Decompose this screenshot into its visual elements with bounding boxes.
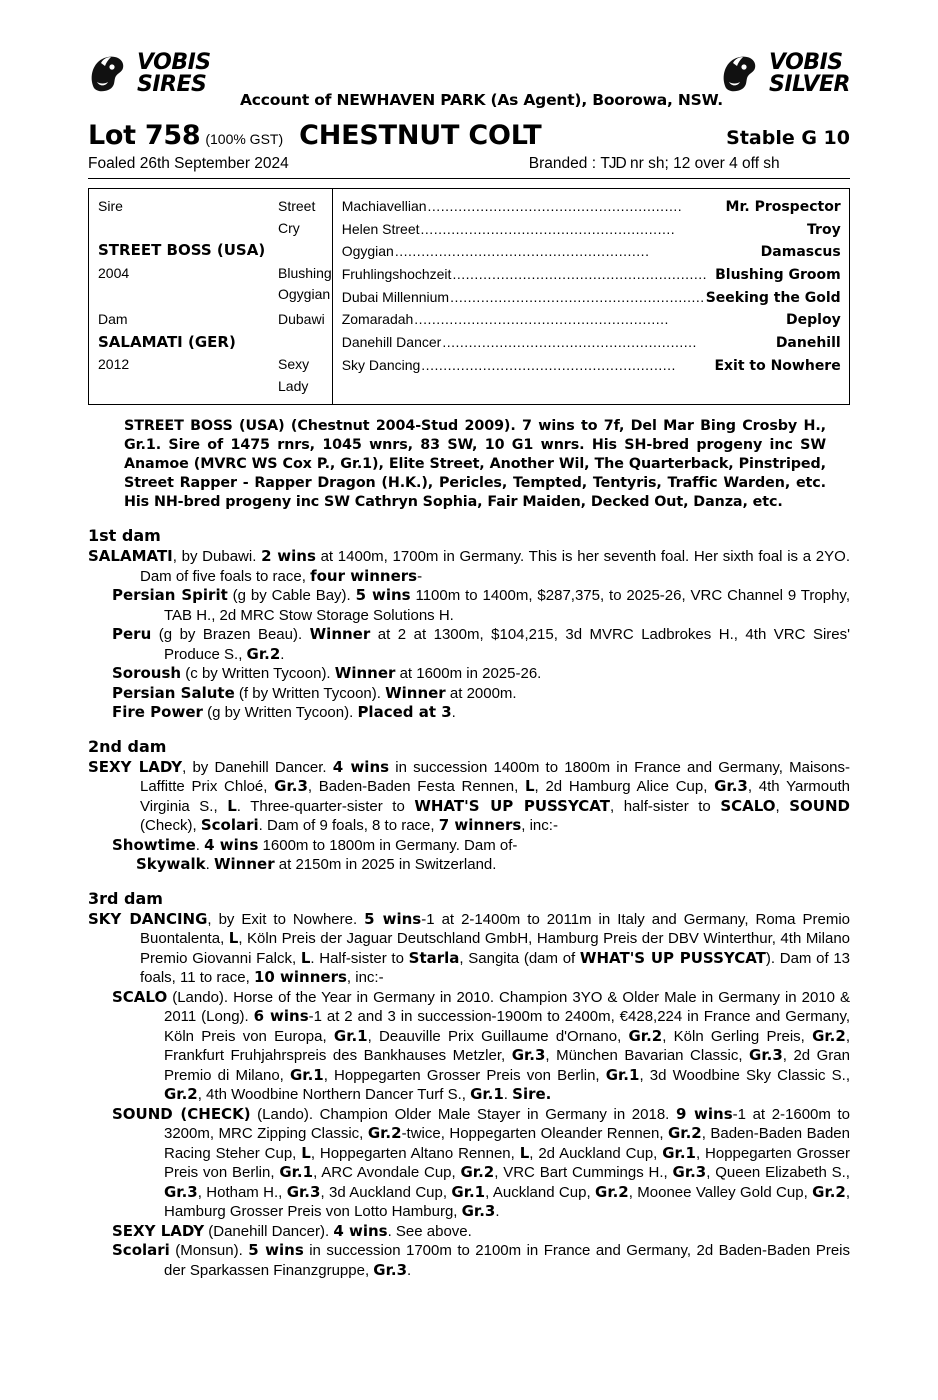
first-dam-section <box>88 526 850 723</box>
dam-year: 2012 <box>98 355 130 372</box>
list-item: Soroush (c by Written Tycoon). Winner at 1600m in 2025-26. <box>112 664 542 683</box>
account-line: Account of NEWHAVEN PARK (As Agent), Boorowa, NSW. <box>240 91 723 109</box>
list-item: Peru (g by Brazen Beau). Winner at 2 at 1300m, $104,215, 3d MVRC Ladbrokes H., 4th VRC Sires' Produce S., Gr.2. <box>112 625 850 663</box>
dot-leader: .......................................................... <box>394 243 650 260</box>
pedigree-ancestor-row <box>342 355 841 378</box>
dot-leader: .......................................................... <box>452 266 708 283</box>
ancestor-right: Deploy <box>786 312 841 329</box>
first-dam-heading: 1st dam <box>88 526 161 546</box>
ancestor-left: Zomaradah <box>341 311 414 328</box>
sire-name: STREET BOSS (USA) <box>98 241 266 260</box>
dot-leader: .......................................................... <box>450 288 705 305</box>
third-dam-heading: 3rd dam <box>88 888 163 908</box>
pedigree-ancestor-row <box>342 332 841 355</box>
pedigree-right-column <box>333 189 850 404</box>
second-dam-lead: SEXY LADY, by Danehill Dancer. 4 wins in succession 1400m to 1800m in France and Germany, Maisons-Laffitte Prix Chloé, Gr.3, Baden-Baden Festa Rennen, L, 2d Hamburg Alice Cup, Gr.3, 4th Yarmouth Virginia S., L. Three-quarter-sister to WHAT'S UP PUSSYCAT, half-sister to SCALO, SOUND (Check), Scolari. Dam of 9 foals, 8 to race, 7 winners, inc:- <box>88 757 851 835</box>
stable-number: Stable G 10 <box>726 127 850 149</box>
ancestor-right: Seeking the Gold <box>705 289 841 306</box>
page-header <box>88 42 850 118</box>
dam-label: Dam <box>98 311 128 327</box>
gst-note: (100% GST) <box>205 131 284 147</box>
dot-leader: .......................................................... <box>421 356 676 373</box>
second-dam-section <box>88 737 850 875</box>
ancestor-right: Danehill <box>775 335 841 352</box>
ancestor-left: Dubai Millennium <box>341 288 450 305</box>
vobis-sires-wordmark: VOBIS SIRES <box>137 50 211 97</box>
pedigree-ancestor-row <box>342 241 841 264</box>
list-item: SEXY LADY (Danehill Dancer). 4 wins. See above. <box>112 1221 472 1240</box>
third-dam-section <box>88 889 850 1281</box>
list-item: SOUND (CHECK) (Lando). Champion Older Male Stayer in Germany in 2018. 9 wins-1 at 2-1600m to 3200m, MRC Zipping Classic, Gr.2-twice, Hoppegarten Oleander Rennen, Gr.2, Baden-Baden Baden Racing Steher Cup, L, Hoppegarten Altano Rennen, L, 2d Auckland Cup, Gr.1, Hoppegarten Grosser Preis von Berlin, Gr.1, ARC Avondale Cup, Gr.2, VRC Bart Cummings H., Gr.3, Queen Elizabeth S., Gr.3, Hotham H., Gr.3, 3d Auckland Cup, Gr.1, Auckland Cup, Gr.2, Moonee Valley Gold Cup, Gr.2, Hamburg Grosser Preis von Lotto Hamburg, Gr.3. <box>112 1104 851 1221</box>
foaled-branded-row <box>88 155 850 179</box>
foaled-date: Foaled 26th September 2024 <box>88 155 289 172</box>
branded-info <box>529 155 780 173</box>
ancestor-left: Fruhlingshochzeit <box>341 266 452 283</box>
dam-name: SALAMATI (GER) <box>98 332 236 351</box>
ancestor-left: Sky Dancing <box>341 356 421 373</box>
ancestor-right: Blushing Groom <box>715 267 841 284</box>
ancestor-right: Exit to Nowhere <box>714 357 841 374</box>
colour-sex: CHESTNUT COLT <box>299 120 542 151</box>
dam-dam: Sexy Lady <box>278 355 310 394</box>
dam-name-row <box>98 331 332 354</box>
pedigree-table <box>88 188 850 405</box>
sire-name-row <box>98 239 332 262</box>
third-dam-lead: SKY DANCING, by Exit to Nowhere. 5 wins-1 at 2-1400m to 2011m in Italy and Germany, Roma Premio Buontalenta, L, Köln Preis der Jaguar Deutschland GmbH, Hamburg Preis der DBV Winterthur, 4th Milano Premio Giovanni Falck, L. Half-sister to Starla, Sangita (dam of WHAT'S UP PUSSYCAT). Dam of 13 foals, 11 to race, 10 winners, inc:- <box>88 909 851 987</box>
list-item: Persian Spirit (g by Cable Bay). 5 wins 1100m to 1400m, $287,375, to 2025-26, VRC Channel 9 Trophy, TAB H., 2d MRC Stow Storage Solutions H. <box>112 586 850 624</box>
sire-year-row <box>98 263 332 306</box>
sire-dam: Blushing Ogygian <box>278 264 332 303</box>
pedigree-ancestor-row <box>342 219 841 242</box>
horse-head-icon <box>720 54 762 94</box>
first-dam-lead: SALAMATI, by Dubawi. 2 wins at 1400m, 1700m in Germany. This is her seventh foal. Her sixth foal is a 2YO. Dam of five foals to race, four winners- <box>88 547 850 585</box>
dam-label-row <box>98 309 332 331</box>
pedigree-ancestor-row <box>342 309 841 332</box>
ancestor-left: Machiavellian <box>341 198 427 214</box>
list-item: Skywalk. Winner at 2150m in 2025 in Switzerland. <box>136 855 497 874</box>
list-item: Scolari (Monsun). 5 wins in succession 1700m to 2100m in France and Germany, 2d Baden-Baden Preis der Sparkassen Finanzgruppe, Gr.3. <box>112 1241 850 1279</box>
list-item: SCALO (Lando). Horse of the Year in Germany in 2010. Champion 3YO & Older Male in Germany in 2010 & 2011 (Long). 6 wins-1 at 2 and 3 in succession-1900m to 2400m, €428,224 in France and Germany, Köln Preis von Europa, Gr.1, Deauville Prix Guillaume d'Ornano, Gr.2, Köln Gerling Preis, Gr.2, Frankfurt Fruhjahrspreis des Bankhauses Metzler, Gr.3, München Bavarian Classic, Gr.3, 2d Gran Premio di Milano, Gr.1, Hoppegarten Grosser Preis von Berlin, Gr.1, 3d Woodbine Sky Classic S., Gr.2, 4th Woodbine Northern Dancer Turf S., Gr.1. Sire. <box>112 987 851 1104</box>
vobis-sires-logo <box>88 52 211 95</box>
dot-leader: .......................................................... <box>427 198 683 214</box>
dot-leader: .......................................................... <box>414 311 669 328</box>
ancestor-right: Damascus <box>760 244 841 261</box>
branded-label: Branded : <box>528 155 596 172</box>
dot-leader: .......................................................... <box>442 334 697 351</box>
brand-glyph: TJD <box>600 155 626 172</box>
pedigree-ancestor-row <box>342 196 841 219</box>
sire-label-row <box>98 196 332 239</box>
ancestor-left: Ogygian <box>341 243 394 260</box>
pedigree-ancestor-row <box>342 264 841 287</box>
list-item: Fire Power (g by Written Tycoon). Placed at 3. <box>112 703 456 722</box>
list-item: Persian Salute (f by Written Tycoon). Winner at 2000m. <box>112 683 517 702</box>
list-item: Showtime. 4 wins 1600m to 1800m in Germany. Dam of- <box>112 835 518 854</box>
pedigree-left-column <box>89 189 333 404</box>
dam-sire: Dubawi <box>278 311 325 327</box>
sire-sire: Street Cry <box>278 198 316 236</box>
dot-leader: .......................................................... <box>420 220 676 237</box>
pedigree-ancestor-row <box>342 287 841 310</box>
branded-rest: nr sh; 12 over 4 off sh <box>630 155 780 172</box>
ancestor-right: Troy <box>807 221 841 238</box>
ancestor-right: Mr. Prospector <box>725 199 841 215</box>
vobis-silver-logo <box>720 52 850 95</box>
second-dam-heading: 2nd dam <box>88 736 167 756</box>
lot-title-row <box>88 120 850 151</box>
horse-head-icon <box>88 54 130 94</box>
sire-label: Sire <box>98 198 123 214</box>
lot-number: Lot 758 <box>88 120 201 151</box>
dam-year-row <box>98 354 332 397</box>
vobis-silver-wordmark: VOBIS SILVER <box>768 50 850 97</box>
sire-summary-paragraph: STREET BOSS (USA) (Chestnut 2004-Stud 2009). 7 wins to 7f, Del Mar Bing Crosby H., Gr.1. Sire of 1475 rnrs, 1045 wnrs, 83 SW, 10 G1 wnrs. His SH-bred progeny inc SW Anamoe (MVRC WS Cox P., Gr.1), Elite Street, Another Wil, The Quarterback, Pinstriped, Street Rapper - Rapper Dragon (H.K.), Pericles, Tempted, Tentyris, Traffic Warden, etc. His NH-bred progeny inc SW Cathryn Sophia, Fair Maiden, Decked Out, Danza, etc. <box>124 418 826 511</box>
ancestor-left: Danehill Dancer <box>341 334 442 351</box>
ancestor-left: Helen Street <box>341 220 420 237</box>
sire-year: 2004 <box>98 264 130 281</box>
